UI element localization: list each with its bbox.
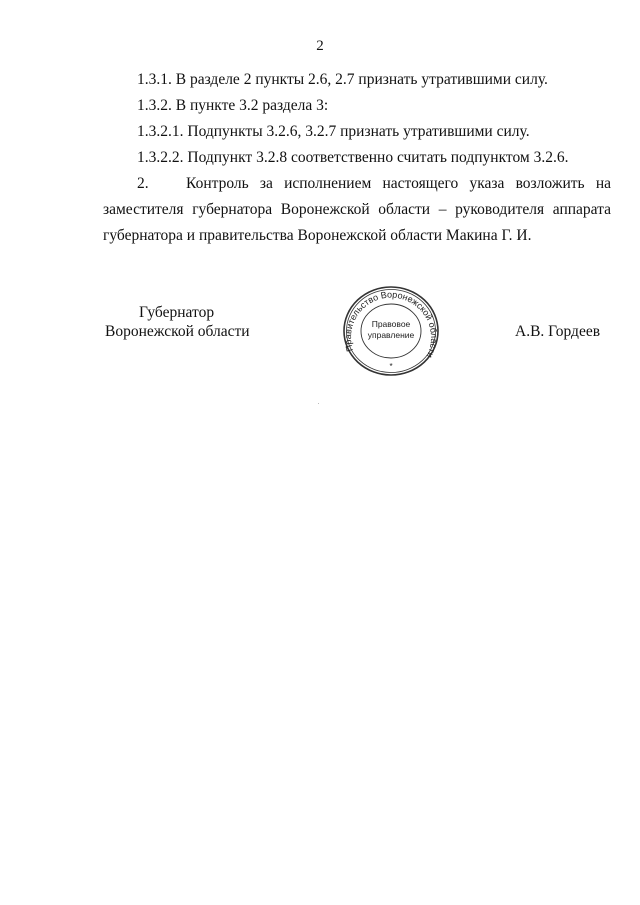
stamp-star: * — [389, 362, 393, 371]
stamp-seal-icon — [336, 283, 446, 379]
scan-speck — [318, 403, 319, 404]
stamp-inner-line-2: управление — [367, 330, 415, 340]
signatory-position-line-2: Воронежской области — [105, 323, 250, 340]
item-2-line-2: заместителя губернатора Воронежской области – руководителя аппарата — [103, 201, 611, 218]
stamp-outer-text: Правительство Воронежской области — [342, 289, 440, 360]
official-stamp — [336, 283, 446, 379]
item-2-line-1: Контроль за исполнением настоящего указа возложить на — [186, 175, 611, 192]
paragraph-1-3-2-2: 1.3.2.2. Подпункт 3.2.8 соответственно считать подпунктом 3.2.6. — [137, 149, 569, 166]
item-2-number: 2. — [137, 175, 149, 192]
paragraph-1-3-2-1: 1.3.2.1. Подпункты 3.2.6, 3.2.7 признать утратившими силу. — [137, 123, 530, 140]
signatory-position-line-1: Губернатор — [139, 304, 215, 321]
item-2-line-3: губернатора и правительства Воронежской области Макина Г. И. — [103, 227, 532, 244]
page-number: 2 — [316, 38, 324, 54]
signatory-name: А.В. Гордеев — [515, 323, 601, 340]
stamp-inner-line-1: Правовое — [371, 319, 411, 329]
paragraph-1-3-1: 1.3.1. В разделе 2 пункты 2.6, 2.7 признать утратившими силу. — [137, 71, 548, 88]
paragraph-1-3-2: 1.3.2. В пункте 3.2 раздела 3: — [137, 97, 329, 114]
